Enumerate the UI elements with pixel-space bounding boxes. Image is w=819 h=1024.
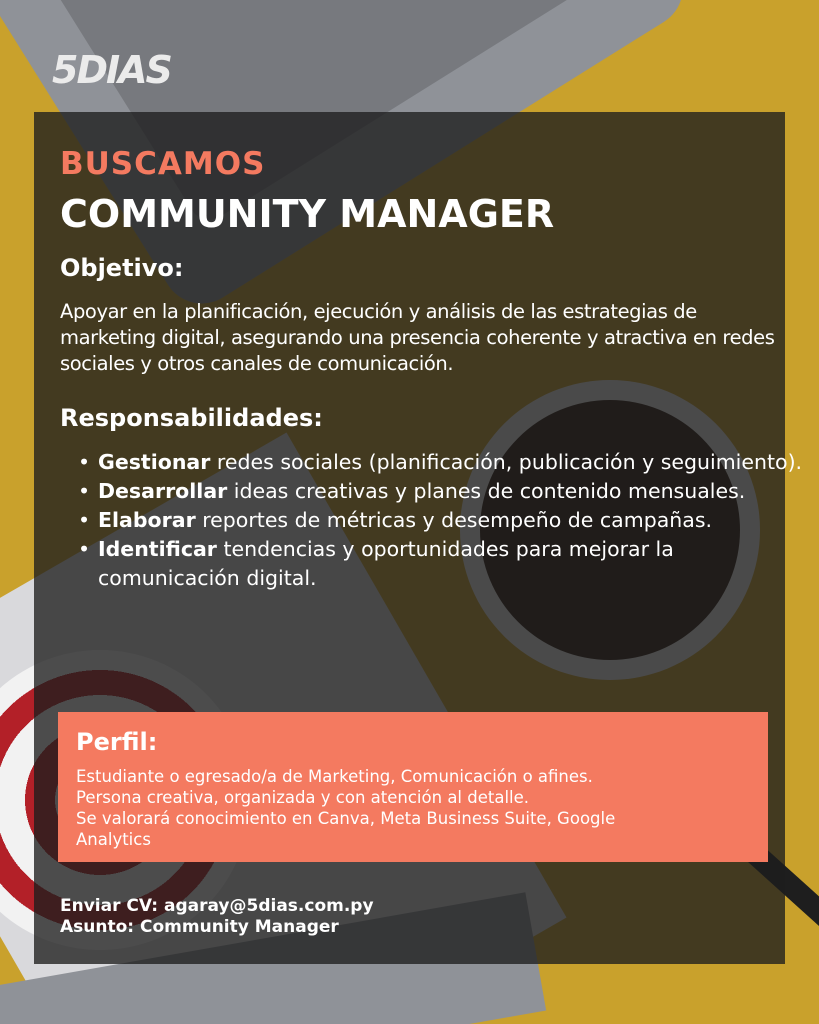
list-item-bold: Desarrollar [98, 479, 228, 503]
responsibilities-list [60, 448, 818, 593]
list-item-text: ideas creativas y planes de contenido mensuales. [227, 479, 746, 503]
job-title: COMMUNITY MANAGER [60, 192, 555, 236]
list-item [98, 506, 818, 535]
list-item-bold: Identificar [98, 537, 217, 561]
kicker-text: BUSCAMOS [60, 146, 266, 182]
profile-line: Persona creativa, organizada y con atención al detalle. [76, 788, 530, 807]
profile-heading: Perfil: [76, 728, 158, 756]
profile-box [58, 712, 768, 862]
profile-line: Analytics [76, 830, 151, 849]
profile-line: Estudiante o egresado/a de Marketing, Comunicación o afines. [76, 767, 593, 786]
objective-heading: Objetivo: [60, 254, 184, 282]
brand-logo: 5DIAS [52, 48, 171, 92]
list-item-text: tendencias y oportunidades para mejorar la comunicación digital. [98, 537, 674, 590]
list-item-text: redes sociales (planificación, publicación y seguimiento). [210, 450, 803, 474]
responsibilities-heading: Responsabilidades: [60, 404, 323, 432]
profile-line: Se valorará conocimiento en Canva, Meta Business Suite, Google [76, 809, 616, 828]
list-item-bold: Elaborar [98, 508, 196, 532]
objective-text: Apoyar en la planificación, ejecución y análisis de las estrategias de marketing digital, asegurando una presencia coherente y atractiva en redes sociales y otros canales de comunicación. [60, 300, 775, 375]
list-item [98, 535, 818, 593]
list-item-bold: Gestionar [98, 450, 211, 474]
list-item [98, 477, 818, 506]
contact-email: Enviar CV: agaray@5dias.com.py [60, 896, 374, 916]
contact-subject: Asunto: Community Manager [60, 917, 339, 937]
list-item-text: reportes de métricas y desempeño de campañas. [195, 508, 713, 532]
list-item [98, 448, 818, 477]
